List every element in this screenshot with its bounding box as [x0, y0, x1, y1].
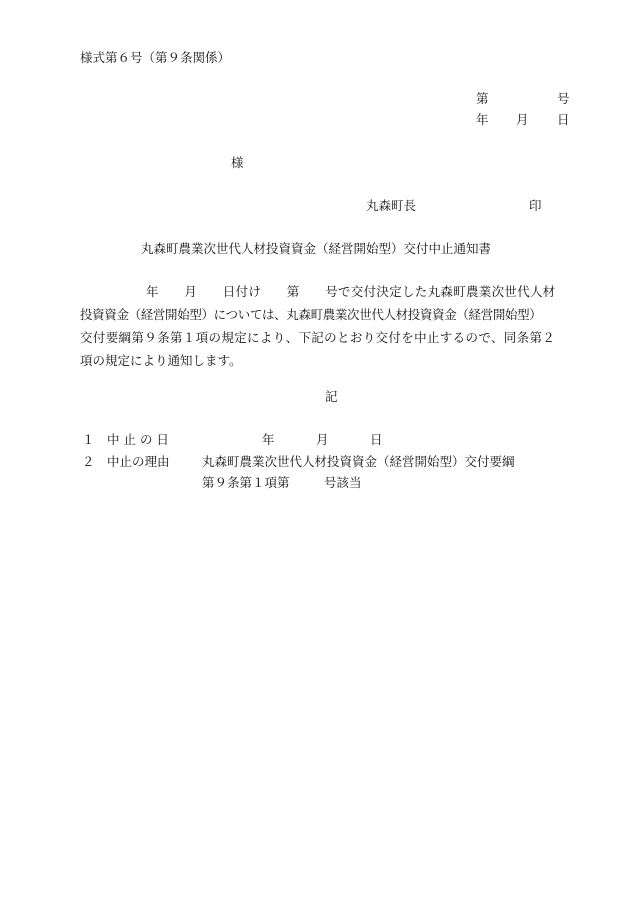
doc-date-day: 日: [557, 112, 570, 127]
addressee-sama: 様: [231, 155, 244, 170]
item-2-number: ２: [82, 454, 95, 469]
item-2-label: 中止の理由: [107, 454, 170, 469]
ki-heading: 記: [325, 389, 338, 404]
form-label: 様式第６号（第９条関係）: [80, 50, 231, 65]
sender-seal: 印: [529, 198, 542, 213]
item-2-reason-line-2a: 第９条第１項第: [202, 475, 290, 490]
doc-date-year: 年: [476, 112, 489, 127]
item-2-reason-line-2b: 号該当: [324, 475, 362, 490]
document-title: 丸森町農業次世代人材投資資金（経営開始型）交付中止通知書: [141, 241, 492, 256]
doc-number-go: 号: [557, 91, 570, 106]
doc-date-month: 月: [516, 112, 529, 127]
body-line-4: 項の規定により通知します。: [80, 353, 242, 368]
item-1-day: 日: [370, 432, 383, 447]
item-1-month: 月: [316, 432, 329, 447]
item-1-label: 中 止 の 日: [107, 432, 169, 447]
item-2-reason-line-1: 丸森町農業次世代人材投資資金（経営開始型）交付要綱: [202, 454, 515, 469]
item-1-number: １: [82, 432, 95, 447]
item-1-year: 年: [262, 432, 275, 447]
doc-number-dai: 第: [476, 91, 489, 106]
body-line-1: 年 月 日付け 第 号で交付決定した丸森町農業次世代人材: [146, 284, 556, 299]
body-line-2: 投資資金（経営開始型）については、丸森町農業次世代人材投資資金（経営開始型）: [80, 307, 542, 322]
sender-title: 丸森町長: [366, 198, 417, 213]
body-line-3: 交付要綱第９条第１項の規定により、下記のとおり交付を中止するので、同条第２: [80, 330, 556, 345]
